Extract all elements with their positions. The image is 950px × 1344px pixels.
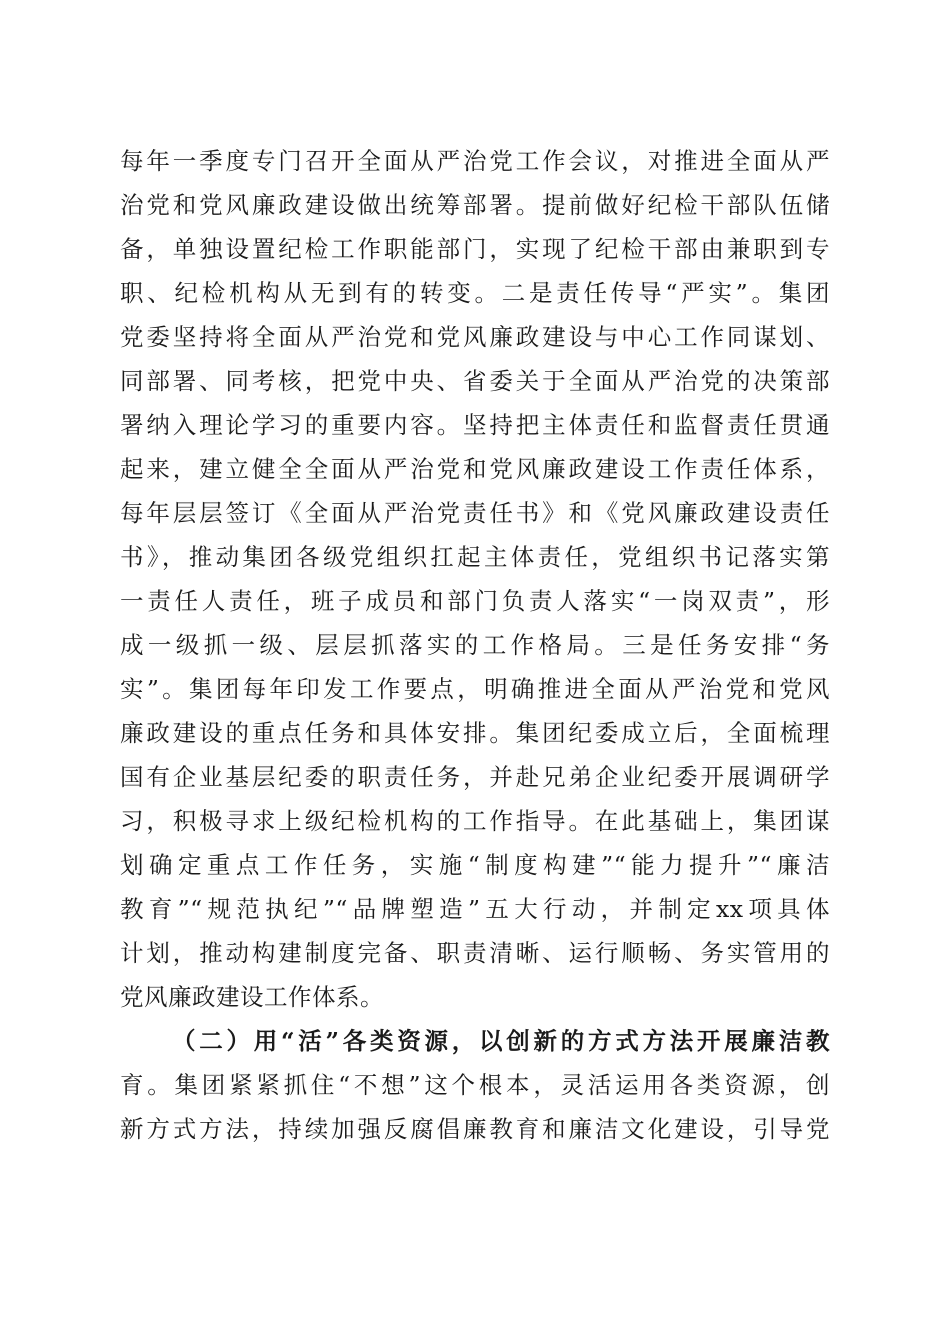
body-text-line: 书》，推动集团各级党组织扛起主体责任，党组织书记落实第 (120, 543, 830, 571)
body-text-line: 成一级抓一级、层层抓落实的工作格局。三是任务安排“务 (120, 631, 830, 659)
body-text-line: 备，单独设置纪检工作职能部门，实现了纪检干部由兼职到专 (120, 235, 830, 263)
body-text-line: 每年一季度专门召开全面从严治党工作会议，对推进全面从严 (120, 147, 830, 175)
body-text-line: 治党和党风廉政建设做出统筹部署。提前做好纪检干部队伍储 (120, 191, 830, 219)
body-text-line: 实”。集团每年印发工作要点，明确推进全面从严治党和党风 (120, 675, 830, 703)
body-text-line: 习，积极寻求上级纪检机构的工作指导。在此基础上，集团谋 (120, 807, 830, 835)
body-text-line: 划确定重点工作任务，实施“制度构建”“能力提升”“廉洁 (120, 851, 830, 879)
body-text-line: 教育”“规范执纪”“品牌塑造”五大行动，并制定xx项具体 (120, 895, 830, 923)
body-text-line: 新方式方法，持续加强反腐倡廉教育和廉洁文化建设，引导党 (120, 1115, 830, 1143)
body-text-line: 署纳入理论学习的重要内容。坚持把主体责任和监督责任贯通 (120, 411, 830, 439)
body-text-line: 每年层层签订《全面从严治党责任书》和《党风廉政建设责任 (120, 499, 830, 527)
body-text-line: 计划，推动构建制度完备、职责清晰、运行顺畅、务实管用的 (120, 939, 830, 967)
body-text-line: 育。集团紧紧抓住“不想”这个根本，灵活运用各类资源，创 (120, 1071, 830, 1099)
body-text-line: 同部署、同考核，把党中央、省委关于全面从严治党的决策部 (120, 367, 830, 395)
body-text-line: 起来，建立健全全面从严治党和党风廉政建设工作责任体系， (120, 455, 830, 483)
section-heading: （二）用“活”各类资源，以创新的方式方法开展廉洁教 (172, 1027, 830, 1055)
body-text-line: 党委坚持将全面从严治党和党风廉政建设与中心工作同谋划、 (120, 323, 830, 351)
body-text-line: 廉政建设的重点任务和具体安排。集团纪委成立后，全面梳理 (120, 719, 830, 747)
body-text-line: 党风廉政建设工作体系。 (120, 983, 384, 1011)
body-text-line: 国有企业基层纪委的职责任务，并赴兄弟企业纪委开展调研学 (120, 763, 830, 791)
body-text-line: 一责任人责任，班子成员和部门负责人落实“一岗双责”，形 (120, 587, 830, 615)
body-text-line: 职、纪检机构从无到有的转变。二是责任传导“严实”。集团 (120, 279, 830, 307)
